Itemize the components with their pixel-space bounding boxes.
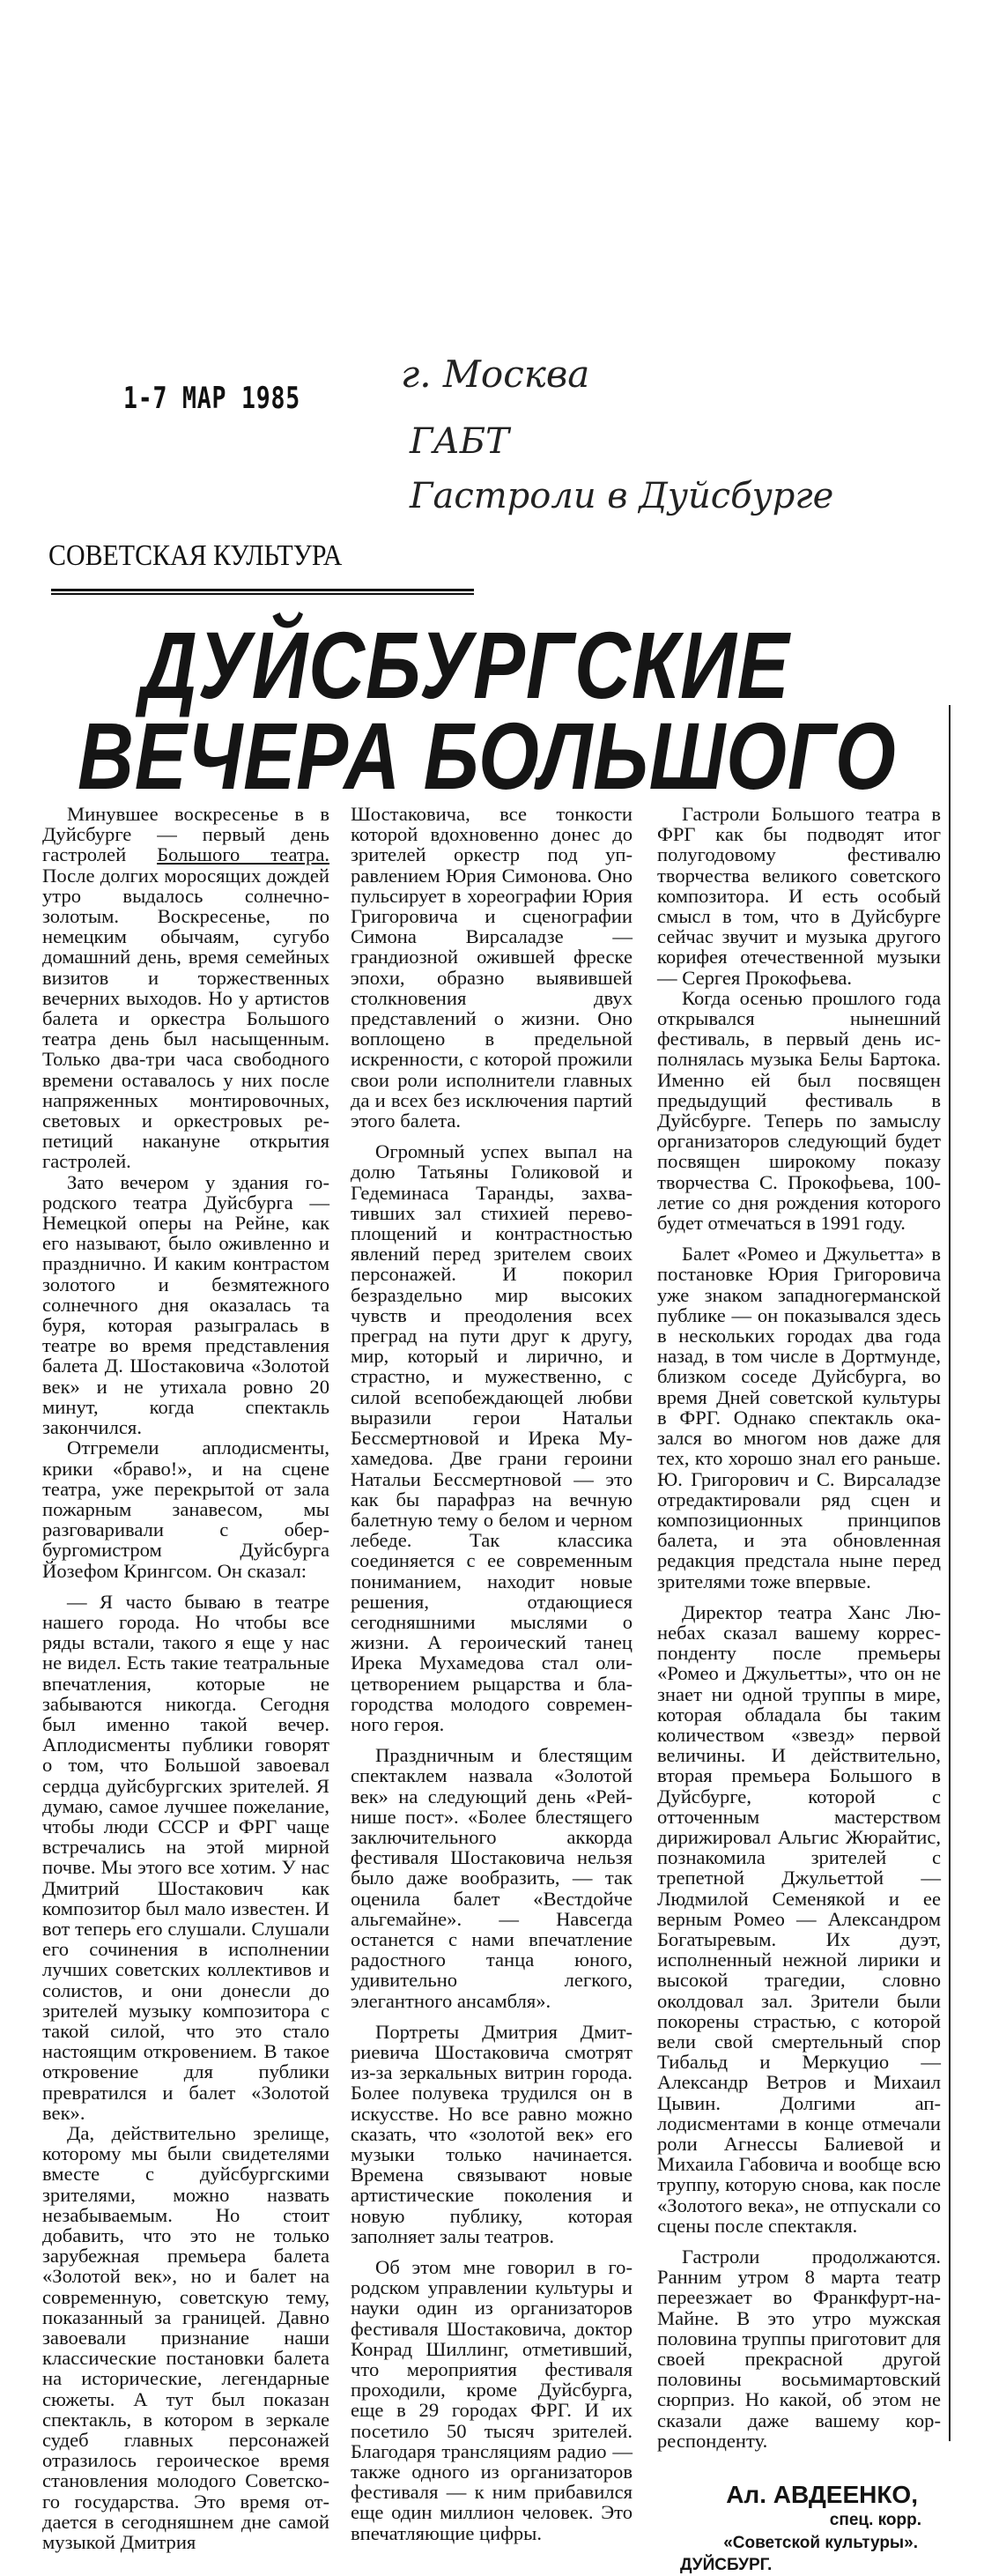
author-name: Ал. АВДЕЕНКО, <box>726 2481 918 2509</box>
handwritten-note-theatre: ГАБТ <box>410 421 509 462</box>
underlined-phrase: Большого театра. <box>157 843 330 866</box>
paragraph: — Я часто бываю в театре нашего города. Но чтобы все ряды встали, такого я еще у нас не видел. Есть такие театральные впечатления, которые не забываются никогда. Сегодня был именно такой вечер. Аплодисменты публики говорят о том, что Большой завоевал сердца дуйсбургских зрителей. Я думаю, самое лучшее пожелание, чтобы люди СССР и ФРГ чаще встречались на этой мирной почве. Мы этого все хотим. У нас Дмитрий Шостакович как композитор был мало известен. И вот теперь его слушали. Слушали его сочинения в исполнении лучших советских коллективов и солистов, и они донесли до зрителей музыку композитора с такой силой, что это стало настоящим откровением. В такое откровение для публики превратился и балет «Золотой век». <box>42 1590 329 2124</box>
masthead-rule <box>51 589 474 595</box>
date-stamp: 1-7 МАР 1985 <box>123 381 300 416</box>
byline <box>657 2481 941 2576</box>
paragraph: Об этом мне говорил в городском управлении культуры и науки один из организаторов фестиваля Шостаковича, доктор Конрад Шиллинг, отметивший, что мероприятия фестиваля проходили, кроме Дуйсбурга, еще в 29 городах ФРГ. И их посетило 50 тысяч зрителей. Благодаря трансляциям радио — также одного из организаторов фестиваля — к ним прибавился еще один миллион человек. Это впечатляющие цифры. <box>351 2256 633 2544</box>
headline-line-2: ВЕЧЕРА БОЛЬШОГО <box>78 702 897 809</box>
paragraph: Балет «Ромео и Джульетта» в постановке Юрия Григоровича уже знаком западногерманской публике — он показывался здесь в нескольких городах два года назад, в том числе в Дортмунде, близком соседе Дуйсбурга, во время Дней советской культуры в ФРГ. Однако спектакль оказался во многом нов даже для тех, кто хорошо знал его раньше. Ю. Григорович и С. Вирсаладзе отредактировали ряд сцен и композиционных принципов балета, и эта обновленная редакция предстала ныне перед зрителями тоже впервые. <box>657 1243 941 1592</box>
newspaper-masthead: СОВЕТСКАЯ КУЛЬТУРА <box>48 539 343 572</box>
paragraph: Директор театра Ханс Люнебах сказал вашему корреспонденту после премьеры «Ромео и Джульетты», что он не знает ни одной труппы в мире, которая обладала бы таким количеством «звезд» первой величины. И действительно, вторая премьера Большого в Дуйсбурге, которой с отточенным мастерством дирижировал Альгис Жюрайтис, познакомила зрителей с трепетной Джульеттой — Людмилой Семенякой и ее верным Ромео — Александром Богатыревым. Их дуэт, исполненный нежной лирики и высокой трагедии, словно околдовал зал. Зрители были покорены страстью, с которой вели свой смертельный спор Тибальд и Меркуцио — Александр Ветров и Михаил Цывин. Долгими аплодисментами в конце отмечали роли Агнессы Балиевой и Михаила Габовича и вообще всю труппу, которую снова, как после «Золотого века», не отпускали со сцены после спектакля. <box>657 1600 941 2237</box>
paragraph: Шостаковича, все тонкости которой вдохновенно донес до зрителей оркестр под управлением Юрия Симонова. Оно пульсирует в хореографии Юрия Григоровича и сценографии Симона Вирсаладзе — грандиозной ожившей фреске эпохи, образно выявившей столкновения двух представлений о жизни. Оно воплощено в предельной искренности, с которой прожили свои роли исполнители главных да и всех без исключения партий этого балета. <box>351 803 633 1132</box>
paragraph: Да, действительно зрелище, которому мы были свидетелями вместе с дуйсбургскими зрителями, можно назвать незабываемым. Но стоит добавить, что это не только зарубежная премьера балета «Золотой век», но и балет на современную, советскую тему, показанный за границей. Давно завоевали признание наши классические постановки балета на исторические, легендарные сюжеты. А тут был показан спектакль, в котором в зеркале судеб главных персонажей отразилось героическое время становления молодого Советского государства. Это время отдается в сегодняшнем дне самой музыкой Дмитрия <box>42 2122 329 2554</box>
paragraph: Когда осенью прошлого года открывался нынешний фестиваль, в первый день исполнялась музыка Белы Бартока. Именно ей был посвящен предыдущий фестиваль в Дуйсбурге. Теперь по замыслу организаторов следующий будет посвящен широкому показу творчества С. Прокофьева, 100-летие со дня рождения которого будет отмечаться в 1991 году. <box>657 986 941 1235</box>
handwritten-note-topic: Гастроли в Дуйсбурге <box>410 476 834 516</box>
paragraph: Гастроли продолжаются. Ранним утром 8 марта театр переезжает во Франкфурт-на-Майне. В это утро мужская половина труппы приготовит для своей прекрасной другой половины восьмимартовский сюрприз. Но какой, об этом не сказали даже вашему корреспонденту. <box>657 2246 941 2452</box>
column-rule <box>949 705 951 2441</box>
paragraph: Минувшее воскресенье в в Дуйсбурге — первый день гастролей Большого театра. После долгих моросящих дождей утро выдалось солнечно-золотым. Воскресенье, по немецким обычаям, сугубо домашний день, время семейных визитов и торжественных вечерних выходов. Но у артистов балета и оркестра Большого театра день был насыщенным. Только два-три часа свободного времени оставалось у них после напряженных монтировочных, световых и оркестровых репетиций накануне открытия гастролей. <box>42 803 330 1173</box>
paragraph: Отгремели аплодисменты, крики «браво!», и на сцене театра, уже перекрытой от зала пожарным занавесом, мы разговаривали с обербургомистром Дуйсбурга Йозефом Крингсом. Он сказал: <box>42 1436 329 1582</box>
paragraph: Портреты Дмитрия Дмитриевича Шостаковича смотрят из-за зеркальных витрин города. Более полувека трудился он в искусстве. Но все равно можно сказать, что «золотой век» его музыки только начинается. Времена связывают новые артистические поколения и новую публику, которая заполняет залы театров. <box>351 2020 633 2247</box>
article-column-1 <box>42 804 329 2552</box>
handwritten-note-city: г. Москва <box>401 353 590 396</box>
paragraph: Зато вечером у здания городского театра Дуйсбурга — Немецкой оперы на Рейне, как его называют, было оживленно и празднично. И каким контрастом золотого и безмятежного солнечного дня оказалась та буря, которая разыгралась в театре во время представления балета Д. Шостаковича «Золотой век» и не утихала ровно 20 минут, когда спектакль закончился. <box>42 1170 329 1439</box>
article-column-3 <box>657 804 941 2576</box>
paragraph: Гастроли Большого театра в ФРГ как бы подводят итог полугодовому фестивалю творчества великого советского композитора. И есть особый смысл в том, что в Дуйсбурге сейчас звучит и музыка другого корифея отечественной музыки — Сергея Прокофьева. <box>657 803 941 989</box>
paragraph: Праздничным и блестящим спектаклем назвала «Золотой век» на следующий день «Рейнише пост». «Более блестящего заключительного аккорда фестиваля Шостаковича нельзя было даже вообразить, — так оценила балет «Вестдойче альгемайне». — Навсегда останется с нами впечатление радостного танца юного, удивительно легкого, элегантного ансамбля». <box>351 1744 633 2012</box>
article-column-2 <box>351 804 633 2543</box>
publication-name: «Советской культуры». <box>723 2534 918 2553</box>
dateline: ДУЙСБУРГ. <box>680 2556 773 2575</box>
paragraph: Огромный успех выпал на долю Татьяны Голиковой и Гедеминаса Таранды, захвативших зал стихией перевоплощений и контрастностью явлений перед зрителем своих персонажей. И покорил безраздельно мир высоких чувств и преодоления всех преград на пути друг к другу, мир, который и лирично, и страстно, и мужественно, с силой всепобеждающей любви выразили герои Натальи Бессмертновой и Ирека Мухамедова. Две грани героини Натальи Бессмертновой — это как бы парафраз на вечную балетную тему о белом и черном лебеде. Так классика соединяется с ее современным пониманием, находит новые решения, отдающиеся сегодняшними мыслями о жизни. А героический танец Ирека Мухамедова стал олицетворением рыцарства и благородства молодого современного героя. <box>351 1140 633 1735</box>
author-role: спец. корр. <box>829 2511 921 2530</box>
headline-line-1: ДУЙСБУРГСКИЕ <box>141 612 790 718</box>
